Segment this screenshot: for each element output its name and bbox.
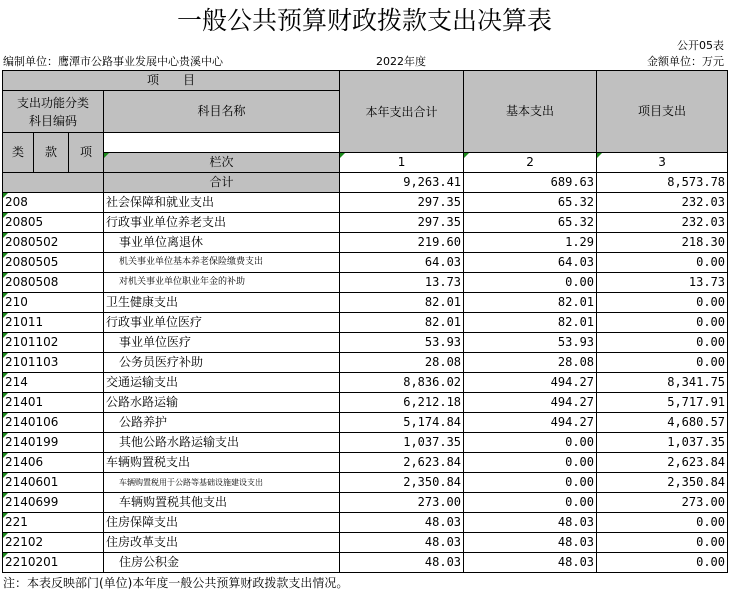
xiang-header: 项 [69, 133, 104, 173]
table-row [3, 233, 728, 253]
row-project: 0.00 [597, 333, 728, 353]
report-title: 一般公共预算财政拨款支出决算表 [176, 6, 552, 35]
row-total: 2,350.84 [340, 473, 464, 493]
kuan-header: 款 [34, 133, 69, 173]
total-row [3, 173, 728, 193]
row-basic: 48.03 [464, 553, 597, 573]
table-row [3, 433, 728, 453]
row-total: 5,174.84 [340, 413, 464, 433]
func-code-header: 支出功能分类 科目编码 [3, 91, 104, 133]
table-row [3, 493, 728, 513]
row-subject-name: 住房改革支出 [104, 533, 340, 553]
table-row [3, 213, 728, 233]
row-subject-name: 公路养护 [104, 413, 340, 433]
row-basic: 53.93 [464, 333, 597, 353]
row-basic: 0.00 [464, 453, 597, 473]
row-project: 1,037.35 [597, 433, 728, 453]
row-basic: 28.08 [464, 353, 597, 373]
row-project: 13.73 [597, 273, 728, 293]
row-total: 1,037.35 [340, 433, 464, 453]
col-number-3: 3 [597, 153, 728, 173]
total-label: 合计 [104, 173, 340, 193]
row-basic: 0.00 [464, 493, 597, 513]
row-total: 82.01 [340, 313, 464, 333]
table-number: 公开05表 [677, 39, 724, 52]
table-row [3, 333, 728, 353]
row-total: 13.73 [340, 273, 464, 293]
total-project: 8,573.78 [597, 173, 728, 193]
total-col-header: 本年支出合计 [340, 71, 464, 153]
table-row [3, 453, 728, 473]
col-number-2: 2 [464, 153, 597, 173]
row-subject-name: 事业单位离退休 [104, 233, 340, 253]
row-total: 82.01 [340, 293, 464, 313]
row-basic: 82.01 [464, 293, 597, 313]
table-row [3, 293, 728, 313]
row-basic: 0.00 [464, 473, 597, 493]
row-subject-name: 行政事业单位养老支出 [104, 213, 340, 233]
row-code: 2080508 [3, 273, 104, 293]
row-code: 214 [3, 373, 104, 393]
row-basic: 48.03 [464, 533, 597, 553]
row-basic: 65.32 [464, 213, 597, 233]
row-subject-name: 交通运输支出 [104, 373, 340, 393]
row-subject-name: 住房保障支出 [104, 513, 340, 533]
row-project: 0.00 [597, 313, 728, 333]
row-total: 48.03 [340, 553, 464, 573]
row-total: 297.35 [340, 193, 464, 213]
row-project: 0.00 [597, 513, 728, 533]
project-col-header: 项目支出 [597, 71, 728, 153]
row-basic: 48.03 [464, 513, 597, 533]
row-subject-name: 公务员医疗补助 [104, 353, 340, 373]
row-subject-name: 机关事业单位基本养老保险缴费支出 [104, 253, 340, 273]
row-subject-name: 住房公积金 [104, 553, 340, 573]
row-code: 2080505 [3, 253, 104, 273]
row-basic: 494.27 [464, 373, 597, 393]
row-basic: 0.00 [464, 273, 597, 293]
row-subject-name: 事业单位医疗 [104, 333, 340, 353]
compiling-unit: 编制单位：鹰潭市公路事业发展中心贵溪中心 [3, 55, 223, 68]
row-code: 2101103 [3, 353, 104, 373]
total-sum: 9,263.41 [340, 173, 464, 193]
table-row [3, 313, 728, 333]
row-code: 2140199 [3, 433, 104, 453]
col-number-1: 1 [340, 153, 464, 173]
row-subject-name: 公路水路运输 [104, 393, 340, 413]
row-subject-name: 车辆购置税用于公路等基础设施建设支出 [104, 473, 340, 493]
row-total: 8,836.02 [340, 373, 464, 393]
row-code: 22102 [3, 533, 104, 553]
row-project: 2,350.84 [597, 473, 728, 493]
row-subject-name: 其他公路水路运输支出 [104, 433, 340, 453]
row-total: 6,212.18 [340, 393, 464, 413]
row-project: 273.00 [597, 493, 728, 513]
row-subject-name: 社会保障和就业支出 [104, 193, 340, 213]
row-project: 0.00 [597, 353, 728, 373]
lei-header: 类 [3, 133, 34, 173]
row-total: 2,623.84 [340, 453, 464, 473]
row-basic: 65.32 [464, 193, 597, 213]
row-total: 64.03 [340, 253, 464, 273]
row-basic: 494.27 [464, 413, 597, 433]
footnote: 注：本表反映部门(单位)本年度一般公共预算财政拨款支出情况。 [3, 576, 349, 590]
row-code: 2140106 [3, 413, 104, 433]
expenditure-table [2, 70, 728, 573]
row-code: 20805 [3, 213, 104, 233]
row-project: 232.03 [597, 193, 728, 213]
table-row [3, 413, 728, 433]
row-project: 0.00 [597, 533, 728, 553]
table-row [3, 513, 728, 533]
row-basic: 0.00 [464, 433, 597, 453]
row-project: 218.30 [597, 233, 728, 253]
row-code: 2080502 [3, 233, 104, 253]
row-project: 232.03 [597, 213, 728, 233]
row-project: 2,623.84 [597, 453, 728, 473]
row-total: 28.08 [340, 353, 464, 373]
table-row [3, 533, 728, 553]
row-code: 208 [3, 193, 104, 213]
row-subject-name: 卫生健康支出 [104, 293, 340, 313]
table-row [3, 353, 728, 373]
row-code: 221 [3, 513, 104, 533]
row-project: 0.00 [597, 293, 728, 313]
table-row [3, 273, 728, 293]
row-project: 4,680.57 [597, 413, 728, 433]
row-subject-name: 对机关事业单位职业年金的补助 [104, 273, 340, 293]
row-total: 48.03 [340, 533, 464, 553]
table-row [3, 393, 728, 413]
row-total: 273.00 [340, 493, 464, 513]
row-project: 0.00 [597, 253, 728, 273]
basic-col-header: 基本支出 [464, 71, 597, 153]
row-code: 21406 [3, 453, 104, 473]
row-code: 2140601 [3, 473, 104, 493]
row-basic: 82.01 [464, 313, 597, 333]
fiscal-year: 2022年度 [376, 55, 426, 68]
row-code: 210 [3, 293, 104, 313]
row-subject-name: 车辆购置税其他支出 [104, 493, 340, 513]
money-unit: 金额单位：万元 [647, 55, 724, 68]
col-seq-label: 栏次 [104, 153, 340, 173]
row-subject-name: 行政事业单位医疗 [104, 313, 340, 333]
row-code: 2210201 [3, 553, 104, 573]
row-code: 21011 [3, 313, 104, 333]
row-subject-name: 车辆购置税支出 [104, 453, 340, 473]
table-row [3, 373, 728, 393]
row-total: 53.93 [340, 333, 464, 353]
table-row [3, 253, 728, 273]
subject-name-header: 科目名称 [104, 91, 340, 133]
table-row [3, 473, 728, 493]
row-basic: 494.27 [464, 393, 597, 413]
row-project: 8,341.75 [597, 373, 728, 393]
row-project: 0.00 [597, 553, 728, 573]
row-basic: 1.29 [464, 233, 597, 253]
table-row [3, 193, 728, 213]
row-code: 2140699 [3, 493, 104, 513]
row-project: 5,717.91 [597, 393, 728, 413]
total-basic: 689.63 [464, 173, 597, 193]
table-row [3, 553, 728, 573]
row-total: 219.60 [340, 233, 464, 253]
row-code: 2101102 [3, 333, 104, 353]
row-basic: 64.03 [464, 253, 597, 273]
item-header: 项 目 [3, 71, 340, 91]
row-total: 297.35 [340, 213, 464, 233]
row-total: 48.03 [340, 513, 464, 533]
row-code: 21401 [3, 393, 104, 413]
